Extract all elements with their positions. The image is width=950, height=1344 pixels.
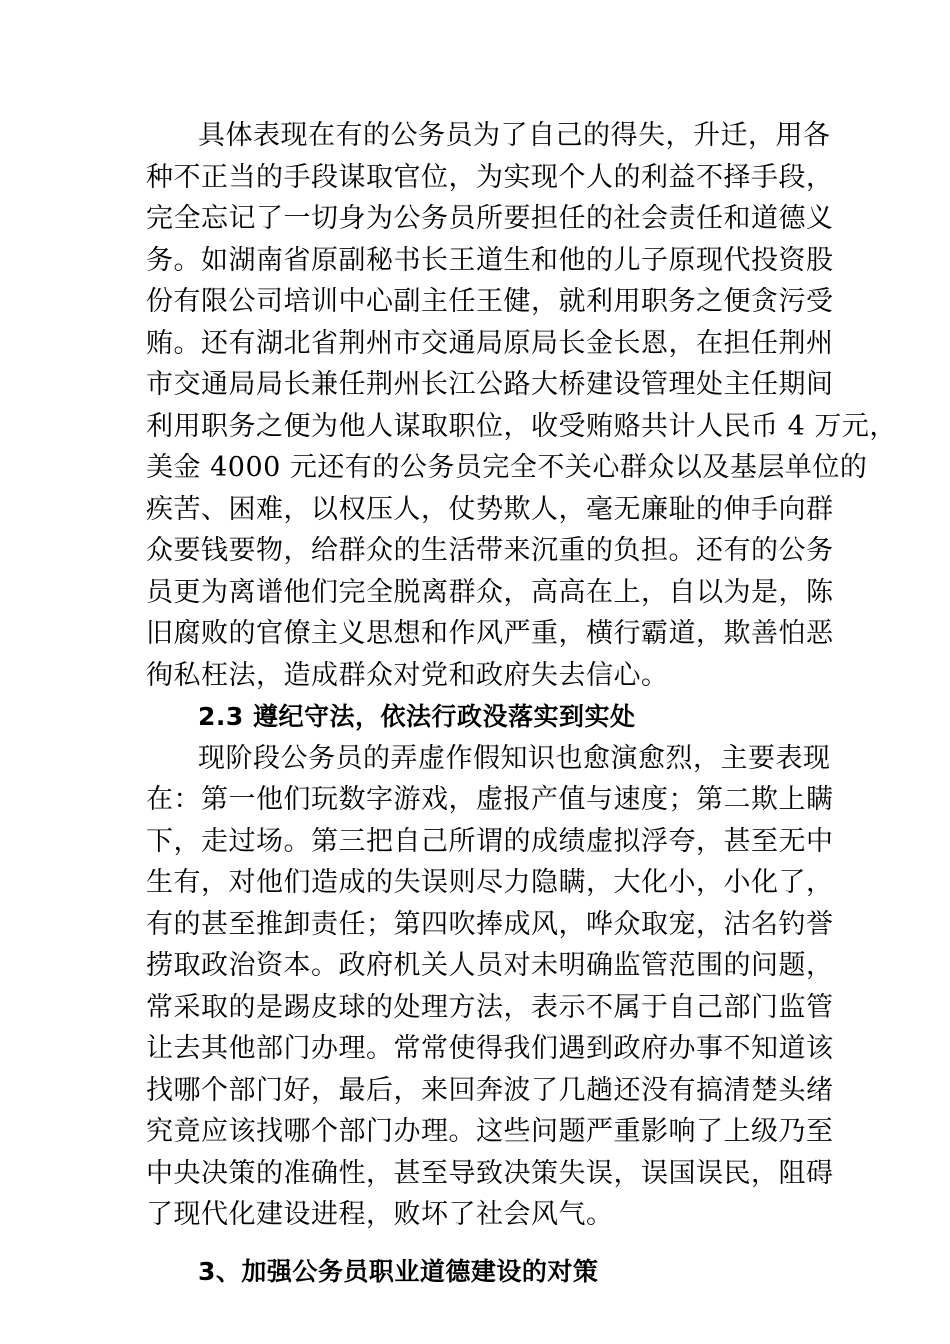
paragraph-2-line: 现阶段公务员的弄虚作假知识也愈演愈烈，主要表现 bbox=[198, 743, 831, 774]
paragraph-2-line: 有的甚至推卸责任；第四吹捧成风，哗众取宠，沽名钓誉 bbox=[146, 909, 834, 940]
paragraph-2-line: 了现代化建设进程，败坏了社会风气。 bbox=[146, 1199, 614, 1230]
section-heading-3: 3、加强公务员职业道德建设的对策 bbox=[198, 1257, 599, 1286]
paragraph-1-line: 美金 4000 元还有的公务员完全不关心群众以及基层单位的 bbox=[146, 452, 868, 483]
section-heading-2-3: 2.3 遵纪守法，依法行政没落实到实处 bbox=[198, 702, 636, 731]
paragraph-1-line: 务。如湖南省原副秘书长王道生和他的儿子原现代投资股 bbox=[146, 245, 834, 276]
paragraph-2-line: 在：第一他们玩数字游戏，虚报产值与速度；第二欺上瞒 bbox=[146, 784, 834, 815]
paragraph-2-line: 中央决策的准确性，甚至导致决策失误，误国误民，阻碍 bbox=[146, 1158, 834, 1189]
paragraph-2-line: 捞取政治资本。政府机关人员对未明确监管范围的问题， bbox=[146, 950, 834, 981]
paragraph-2-line: 让去其他部门办理。常常使得我们遇到政府办事不知道该 bbox=[146, 1033, 834, 1064]
paragraph-2-line: 生有，对他们造成的失误则尽力隐瞒，大化小，小化了， bbox=[146, 867, 834, 898]
paragraph-2-line: 常采取的是踢皮球的处理方法，表示不属于自己部门监管 bbox=[146, 992, 834, 1023]
paragraph-1-line: 贿。还有湖北省荆州市交通局原局长金长恩，在担任荆州 bbox=[146, 328, 834, 359]
paragraph-1-line: 份有限公司培训中心副主任王健，就利用职务之便贪污受 bbox=[146, 286, 834, 317]
paragraph-2-line: 下，走过场。第三把自己所谓的成绩虚拟浮夸，甚至无中 bbox=[146, 826, 834, 857]
paragraph-2-line: 究竟应该找哪个部门办理。这些问题严重影响了上级乃至 bbox=[146, 1116, 834, 1147]
paragraph-1-line: 具体表现在有的公务员为了自己的得失，升迁，用各 bbox=[198, 120, 831, 151]
paragraph-1-line: 利用职务之便为他人谋取职位，收受贿赂共计人民币 4 万元， bbox=[146, 411, 897, 442]
paragraph-1-line: 种不正当的手段谋取官位，为实现个人的利益不择手段， bbox=[146, 162, 834, 193]
paragraph-1-line: 徇私枉法，造成群众对党和政府失去信心。 bbox=[146, 660, 669, 691]
paragraph-1-line: 市交通局局长兼任荆州长江公路大桥建设管理处主任期间 bbox=[146, 369, 834, 400]
paragraph-1-line: 疾苦、困难，以权压人，仗势欺人，毫无廉耻的伸手向群 bbox=[146, 494, 834, 525]
paragraph-1-line: 完全忘记了一切身为公务员所要担任的社会责任和道德义 bbox=[146, 203, 834, 234]
paragraph-1-line: 众要钱要物，给群众的生活带来沉重的负担。还有的公务 bbox=[146, 535, 834, 566]
paragraph-2-line: 找哪个部门好，最后，来回奔波了几趟还没有搞清楚头绪 bbox=[146, 1075, 834, 1106]
paragraph-1-line: 员更为离谱他们完全脱离群众，高高在上，自以为是，陈 bbox=[146, 577, 834, 608]
paragraph-1-line: 旧腐败的官僚主义思想和作风严重，横行霸道，欺善怕恶 bbox=[146, 618, 834, 649]
